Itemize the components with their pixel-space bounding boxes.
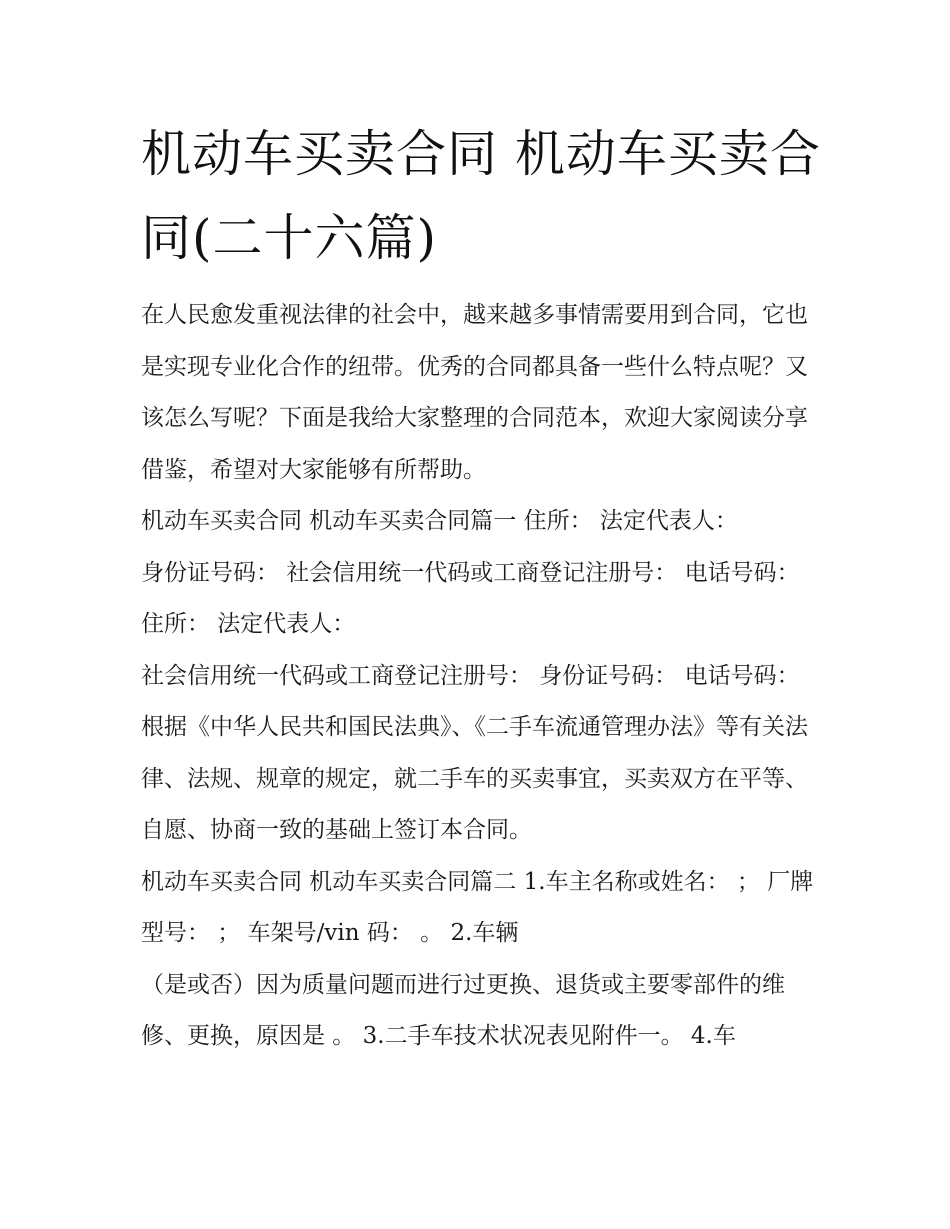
paragraph-legal-basis: 根据《中华人民共和国民法典》、《二手车流通管理办法》等有关法律、法规、规章的规定，就二手车的买卖事宜，买卖双方在平等、自愿、协商一致的基础上签订本合同。 — [141, 714, 808, 843]
paragraph-party-b-info: 社会信用统一代码或工商登记注册号： 身份证号码： 电话号码： — [141, 662, 800, 689]
paragraph-party-a-info: 身份证号码： 社会信用统一代码或工商登记注册号： 电话号码： 住所： 法定代表人： — [141, 559, 800, 637]
paragraph-part1-heading: 机动车买卖合同 机动车买卖合同篇一 住所： 法定代表人： — [141, 508, 738, 534]
document-title: 机动车买卖合同 机动车买卖合同(二十六篇) — [141, 125, 821, 267]
paragraph-intro: 在人民愈发重视法律的社会中，越来越多事情需要用到合同，它也是实现专业化合作的纽带。优秀的合同都具备一些什么特点呢？又该怎么写呢？下面是我给大家整理的合同范本，欢迎大家阅读分享借鉴，希望对大家能够有所帮助。 — [141, 302, 808, 483]
document-body — [141, 112, 821, 1063]
title-block — [141, 112, 821, 280]
paragraph-part2-heading: 机动车买卖合同 机动车买卖合同篇二 1.车主名称或姓名： ； 厂牌型号： ； 车架号/vin 码： 。 2.车辆 — [141, 868, 814, 946]
paragraph-vehicle-condition: （是或否）因为质量问题而进行过更换、退货或主要零部件的维修、更换，原因是 。 3.二手车技术状况表见附件一。 4.车 — [141, 971, 785, 1049]
